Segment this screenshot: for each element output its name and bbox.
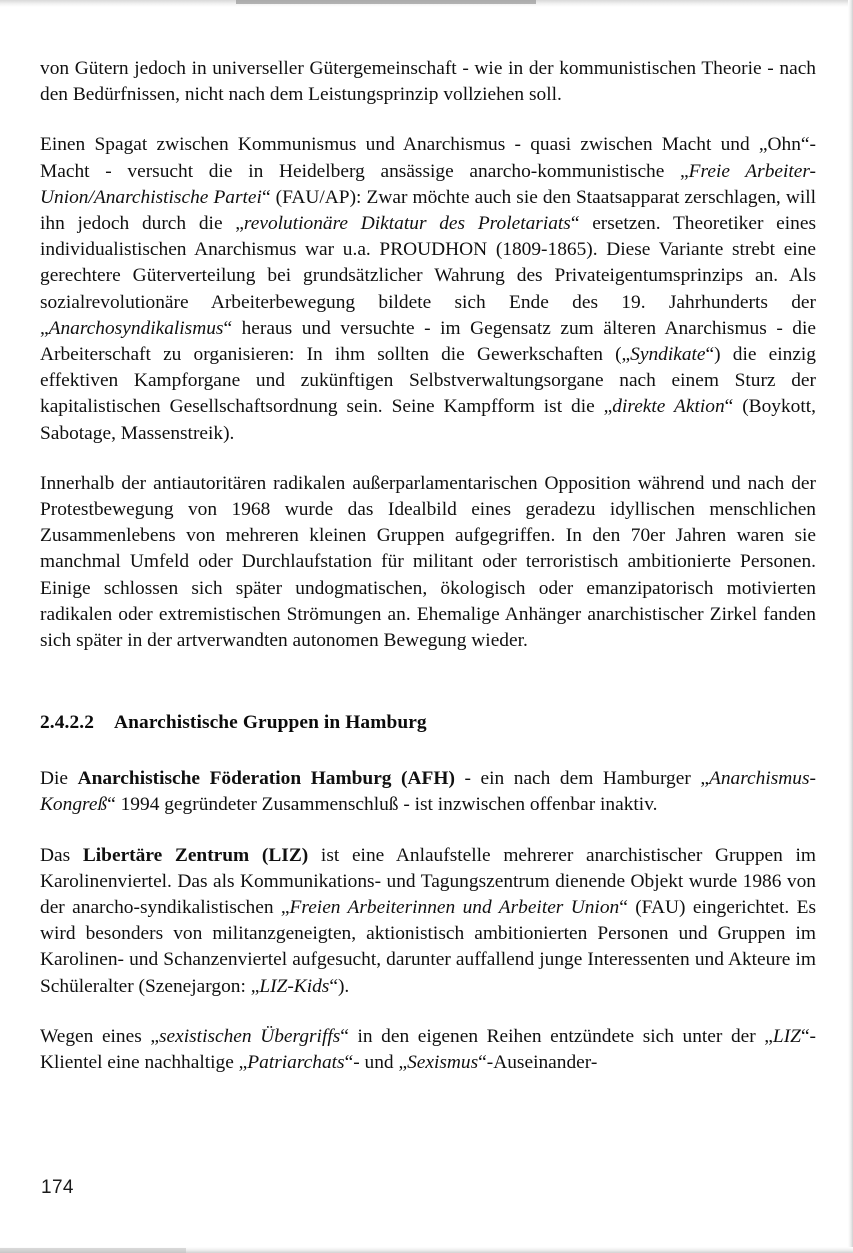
paragraph-liz: Das Libertäre Zentrum (LIZ) ist eine Anlaufstelle mehrerer anarchistischer Gruppen im Karolinenviertel. Das als Kommunikations- und Tagungszentrum dienende Objekt wurde 1986 von der anarcho-syndikalistischen „Freien Arbeiterinnen und Arbeiter Union“ (FAU) eingerichtet. Es wird besonders von militanzgeneigten, aktionistisch ambitionierten Personen und Gruppen im Karolinen- und Schanzenviertel aufgesucht, darunter auffallend junge Interessenten und Akteure im Schüleralter (Szenejargon: „LIZ-Kids“). bbox=[40, 844, 816, 997]
paragraph-spagat: Einen Spagat zwischen Kommunismus und Anarchismus - quasi zwischen Macht und „Ohn“-Macht - versucht die in Heidelberg ansässige anarcho-kommunistische „Freie Arbeiter-Union/Anarchistische Partei“ (FAU/AP): Zwar möchte auch sie den Staatsapparat zerschlagen, will ihn jedoch durch die „revolutionäre Diktatur des Proletariats“ ersetzen. Theoretiker eines individualistischen Anarchismus war u.a. PROUDHON (1809-1865). Diese Variante strebt eine gerechtere Güterverteilung bei grundsätzlicher Wahrung des Privateigentumsprinzips an. Als sozialrevolutionäre Arbeiterbewegung bildete sich Ende des 19. Jahrhunderts der „Anarchosyndikalismus“ heraus und versuchte - im Gegensatz zum älteren Anarchismus - die Arbeiterschaft zu organisieren: In ihm sollten die Gewerkschaften („Syndikate“) die einzig effektiven Kampforgane und zukünftigen Selbstverwaltungsorgane nach einem Sturz der kapitalistischen Gesellschaftsordnung sein. Seine Kampfform ist die „direkte Aktion“ (Boykott, Sabotage, Massenstreik). bbox=[40, 134, 817, 444]
emphasis-italic: sexistischen Übergriffs bbox=[158, 1025, 341, 1047]
emphasis-italic: Syndikate bbox=[630, 344, 706, 366]
paragraph-apo: Innerhalb der antiautoritären radikalen außerparlamentarischen Opposition während und nach der Protestbewegung von 1968 wurde das Idealbild eines geradezu idyllischen menschlichen Zusammenlebens von mehreren kleinen Gruppen aufgegriffen. In den 70er Jahren waren sie manchmal Umfeld oder Durchlaufstation für militant oder terroristisch ambitionierte Personen. Einige schlossen sich später undogmatischen, ökologisch oder emanzipatorisch motivierten radikalen oder extremistischen Strömungen an. Ehemalige Anhänger anarchistischer Zirkel fanden sich später in der artverwandten autonomen Bewegung wieder. bbox=[40, 472, 816, 652]
heading-top-spacer bbox=[40, 678, 816, 710]
heading-bottom-spacer bbox=[40, 736, 816, 766]
section-heading bbox=[40, 710, 816, 736]
emphasis-italic: Freien Arbeiterinnen und Arbeiter Union bbox=[289, 897, 620, 919]
paragraph-gueter: von Gütern jedoch in universeller Gütergemeinschaft - wie in der kommunistischen Theorie - nach den Bedürfnissen, nicht nach dem Leistungsprinzip vollziehen soll. bbox=[40, 58, 816, 106]
emphasis-italic: LIZ-Kids bbox=[259, 975, 330, 997]
emphasis-italic: Patriarchats bbox=[247, 1052, 345, 1074]
scan-bottom-artifact bbox=[0, 1248, 186, 1253]
page-text-block bbox=[40, 56, 816, 1076]
paragraph-sexismus: Wegen eines „sexistischen Übergriffs“ in den eigenen Reihen entzündete sich unter der „LIZ“-Klientel eine nachhaltige „Patriarchats“- und „Sexismus“-Auseinander- bbox=[40, 1025, 817, 1074]
page-number: 174 bbox=[41, 1177, 74, 1198]
scan-bottom-edge bbox=[0, 1247, 853, 1253]
emphasis-italic: LIZ bbox=[772, 1025, 801, 1047]
emphasis-italic: Freie Arbeiter-Union/Anarchistische Partei bbox=[40, 160, 816, 208]
scan-right-edge bbox=[848, 0, 853, 1253]
emphasis-italic: direkte Aktion bbox=[612, 396, 725, 418]
emphasis-bold: Libertäre Zentrum (LIZ) bbox=[82, 844, 309, 866]
emphasis-italic: Anarchosyndikalismus bbox=[48, 317, 224, 339]
paragraph-afh: Die Anarchistische Föderation Hamburg (AFH) - ein nach dem Hamburger „Anarchismus-Kongreß“ 1994 gegründeter Zusammenschluß - ist inzwischen offenbar inaktiv. bbox=[40, 768, 816, 816]
scan-top-shadow bbox=[0, 0, 853, 7]
emphasis-italic: revolutionäre Diktatur des Proletariats bbox=[243, 213, 571, 235]
emphasis-italic: Sexismus bbox=[407, 1052, 479, 1074]
section-title: Anarchistische Gruppen in Hamburg bbox=[114, 712, 427, 734]
emphasis-italic: Anarchismus-Kongreß bbox=[40, 768, 816, 816]
emphasis-bold: Anarchistische Föderation Hamburg (AFH) bbox=[77, 768, 455, 790]
scan-top-artifact bbox=[236, 0, 536, 4]
section-number: 2.4.2.2 bbox=[40, 712, 95, 734]
